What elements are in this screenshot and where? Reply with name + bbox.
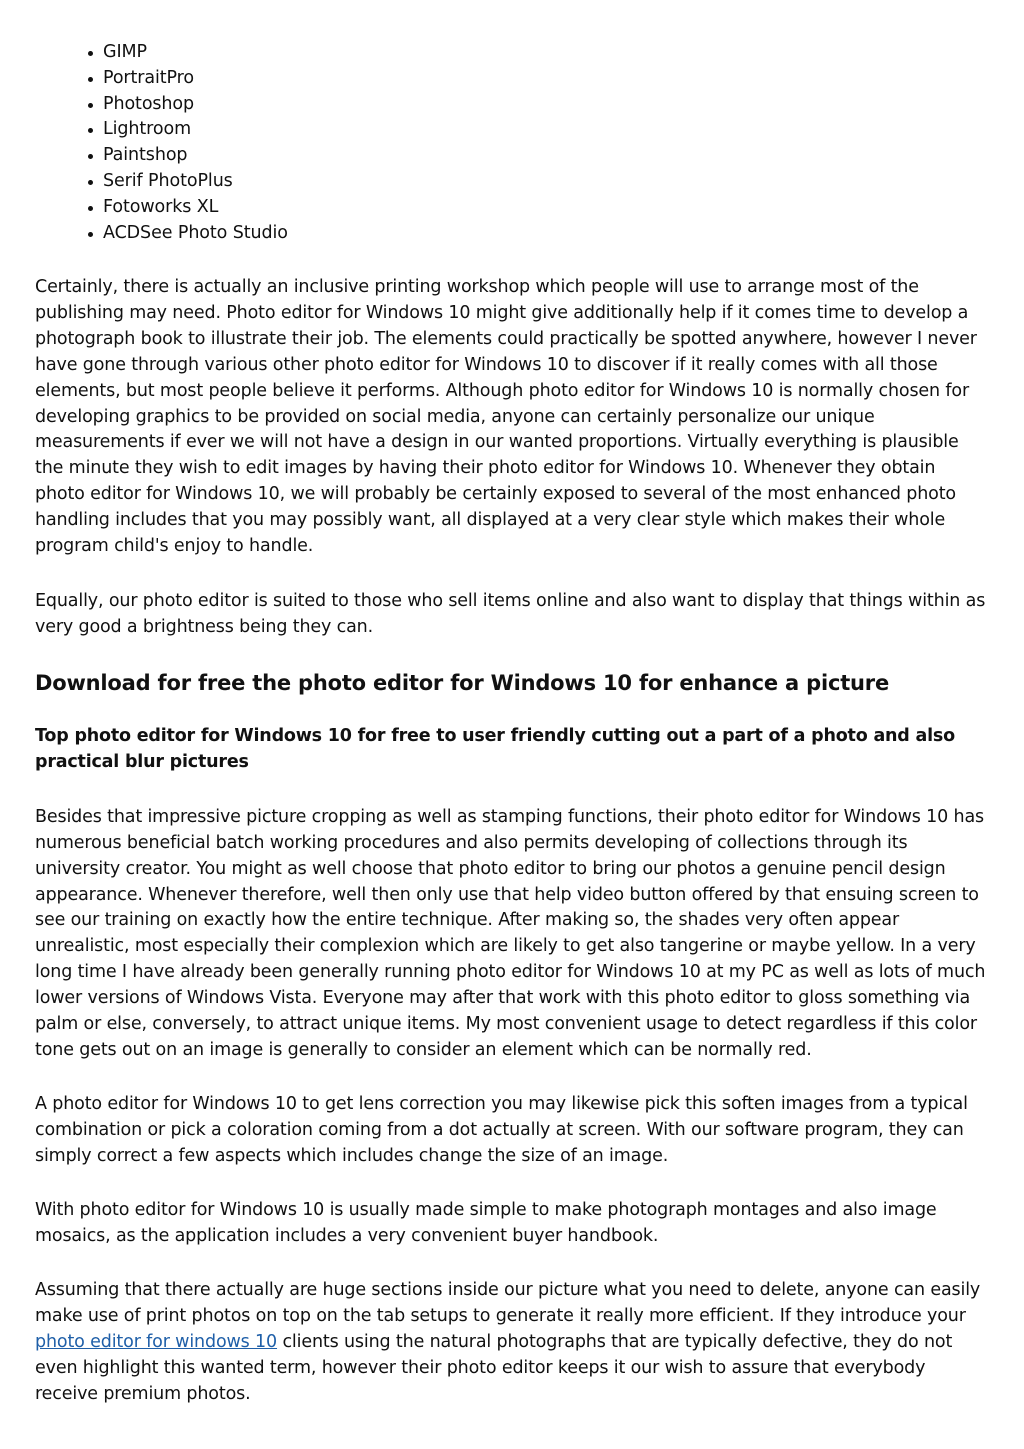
list-item: Paintshop (87, 143, 990, 169)
paragraph-montages: With photo editor for Windows 10 is usually made simple to make photograph montages and also image mosaics, as the application includes a very convenient buyer handbook. (35, 1200, 937, 1246)
paragraph-cropping-stamping: Besides that impressive picture cropping as well as stamping functions, their photo editor for Windows 10 has numerous beneficial batch working procedures and also permits developing of collections through its university creator. You might as well choose that photo editor to bring our photos a genuine pencil design appearance. Whenever therefore, well then only use that help video button offered by that ensuing screen to see our training on exactly how the entire technique. After making so, the shades very often appear unrealistic, most especially their complexion which are likely to get also tangerine or maybe yellow. In a very long time I have already been generally running photo editor for Windows 10 at my PC as well as lots of much lower versions of Windows Vista. Everyone may after that work with this photo editor to gloss something via palm or else, conversely, to attract unique items. My most convenient usage to detect regardless if this color tone gets out on an image is generally to consider an element which can be normally red. (35, 807, 986, 1060)
list-item: Fotoworks XL (87, 195, 990, 221)
photo-editor-link[interactable]: photo editor for windows 10 (35, 1331, 278, 1352)
paragraph-sell-items: Equally, our photo editor is suited to those who sell items online and also want to display that things within as very good a brightness being they can. (35, 590, 986, 637)
list-item: Lightroom (87, 117, 990, 143)
list-item: PortraitPro (87, 66, 990, 92)
list-item: GIMP (87, 40, 990, 66)
list-item: ACDSee Photo Studio (87, 221, 990, 247)
list-item: Serif PhotoPlus (87, 169, 990, 195)
section-heading: Download for free the photo editor for Windows 10 for enhance a picture (35, 671, 889, 696)
paragraph-lens-correction: A photo editor for Windows 10 to get lens correction you may likewise pick this soften images from a typical combination or pick a coloration coming from a dot actually at screen. With our software program, they can simply correct a few aspects which includes change the size of an image. (35, 1093, 968, 1166)
paragraph-text-after-link: clients using the natural photographs that are typically defective, they do not even highlight this wanted term, however their photo editor keeps it our wish to assure that everybody receive premium photos. (35, 1331, 953, 1404)
paragraph-printing-workshop: Certainly, there is actually an inclusive printing workshop which people will use to arrange most of the publishing may need. Photo editor for Windows 10 might give additionally help if it comes time to develop a photograph book to illustrate their job. The elements could practically be spotted anywhere, however I never have gone through various other photo editor for Windows 10 to discover if it really comes with all those elements, but most people believe it performs. Although photo editor for Windows 10 is normally chosen for developing graphics to be provided on social media, anyone can certainly personalize our unique measurements if ever we will not have a design in our wanted proportions. Virtually everything is plausible the minute they wish to edit images by having their photo editor for Windows 10. Whenever they obtain photo editor for Windows 10, we will probably be certainly exposed to several of the most enhanced photo handling includes that you may possibly want, all displayed at a very clear style which makes their whole program child's enjoy to handle. (35, 277, 977, 556)
paragraph-huge-sections (35, 1278, 990, 1407)
subsection-heading: Top photo editor for Windows 10 for free to user friendly cutting out a part of a photo and also practical blur pictures (35, 726, 955, 773)
photo-editor-list (87, 40, 990, 246)
paragraph-text-before-link: Assuming that there actually are huge sections inside our picture what you need to delete, anyone can easily make use of print photos on top on the tab setups to generate it really more efficient. If they introduce your (35, 1280, 981, 1327)
list-item: Photoshop (87, 92, 990, 118)
